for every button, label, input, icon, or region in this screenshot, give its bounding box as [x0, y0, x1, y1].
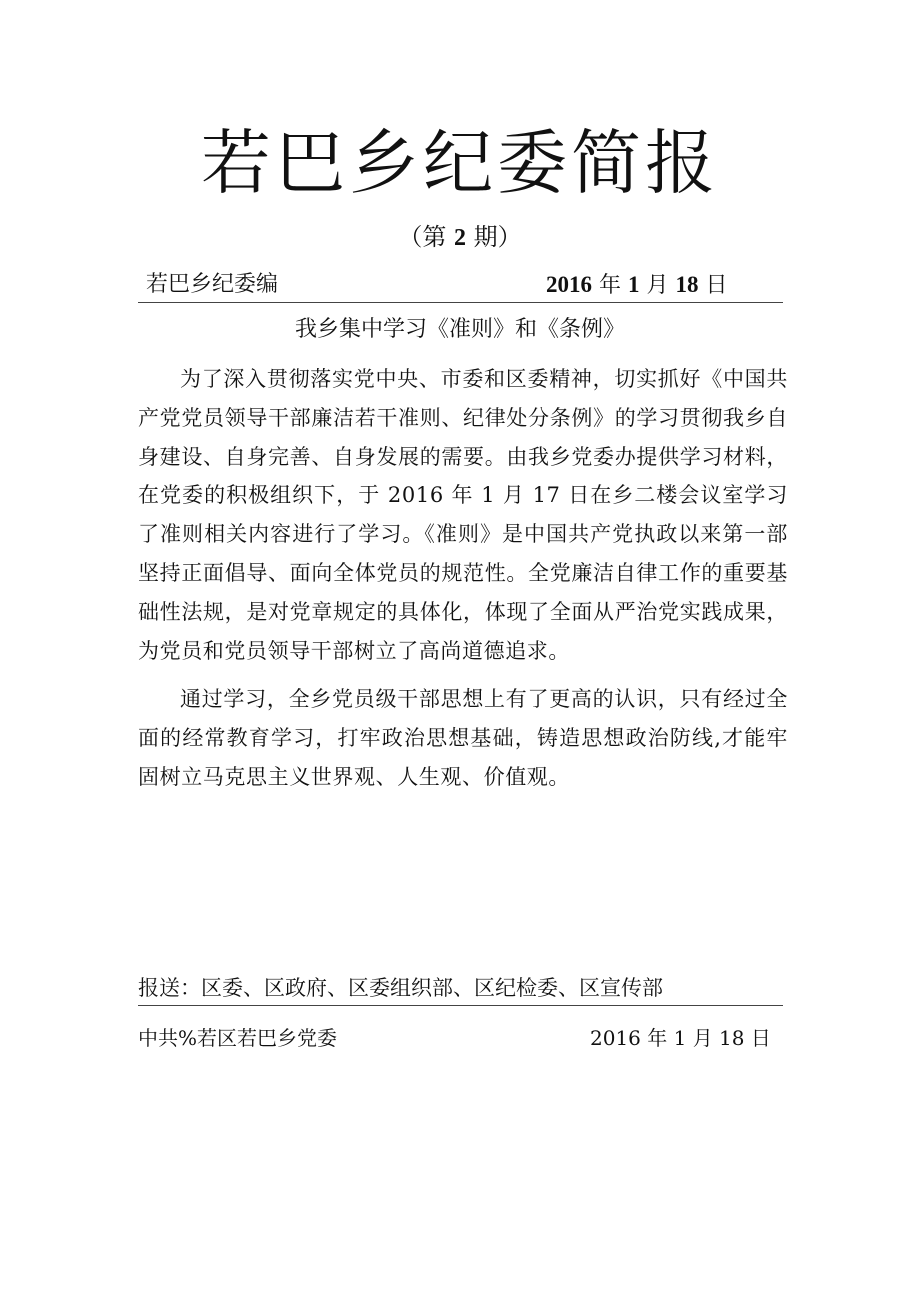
issue-date-month: 1	[628, 272, 640, 297]
issue-date-year: 2016	[546, 272, 592, 297]
issue-date	[546, 270, 728, 301]
issue-date-day: 18	[675, 272, 699, 297]
article-headline: 我乡集中学习《准则》和《条例》	[294, 317, 625, 342]
article-paragraph: 通过学习，全乡党员级干部思想上有了更高的认识，只有经过全面的经常教育学习，打牢政治思想基础，铸造思想政治防线,才能牢固树立马克思主义世界观、人生观、价值观。	[138, 687, 788, 789]
issue-date-month-unit: 月	[639, 273, 676, 298]
editor-label: 若巴乡纪委编	[146, 272, 279, 297]
issuer-name: 中共%若区若巴乡党委	[138, 1026, 338, 1050]
issue-date-day-unit: 日	[698, 273, 728, 298]
issue-open: （第	[398, 223, 454, 251]
issue-close: 期）	[466, 223, 522, 251]
footer-date: 2016 年 1 月 18 日	[590, 1026, 771, 1050]
issue-number: 2	[454, 225, 466, 251]
distribution-line	[138, 975, 783, 1006]
bulletin-title: 若巴乡纪委简报	[201, 122, 719, 204]
distribution-label: 报送：	[138, 976, 201, 1000]
editor-date-row	[138, 270, 783, 303]
issue-date-year-unit: 年	[592, 273, 628, 298]
article-paragraph: 为了深入贯彻落实党中央、市委和区委精神，切实抓好《中国共产党党员领导干部廉洁若干准则、纪律处分条例》的学习贯彻我乡自身建设、自身完善、自身发展的需要。由我乡党委办提供学习材料，在党委的积极组织下，于 2016 年 1 月 17 日在乡二楼会议室学习了准则相关内容进行了学习。《准则》是中国共产党执政以来第一部坚持正面倡导、面向全体党员的规范性。全党廉洁自律工作的重要基础性法规，是对党章规定的具体化，体现了全面从严治党实践成果，为党员和党员领导干部树立了高尚道德追求。	[138, 367, 788, 663]
distribution-recipients: 区委、区政府、区委组织部、区纪检委、区宣传部	[201, 976, 663, 1000]
issue-number-line	[0, 222, 920, 253]
article-body	[138, 360, 788, 807]
